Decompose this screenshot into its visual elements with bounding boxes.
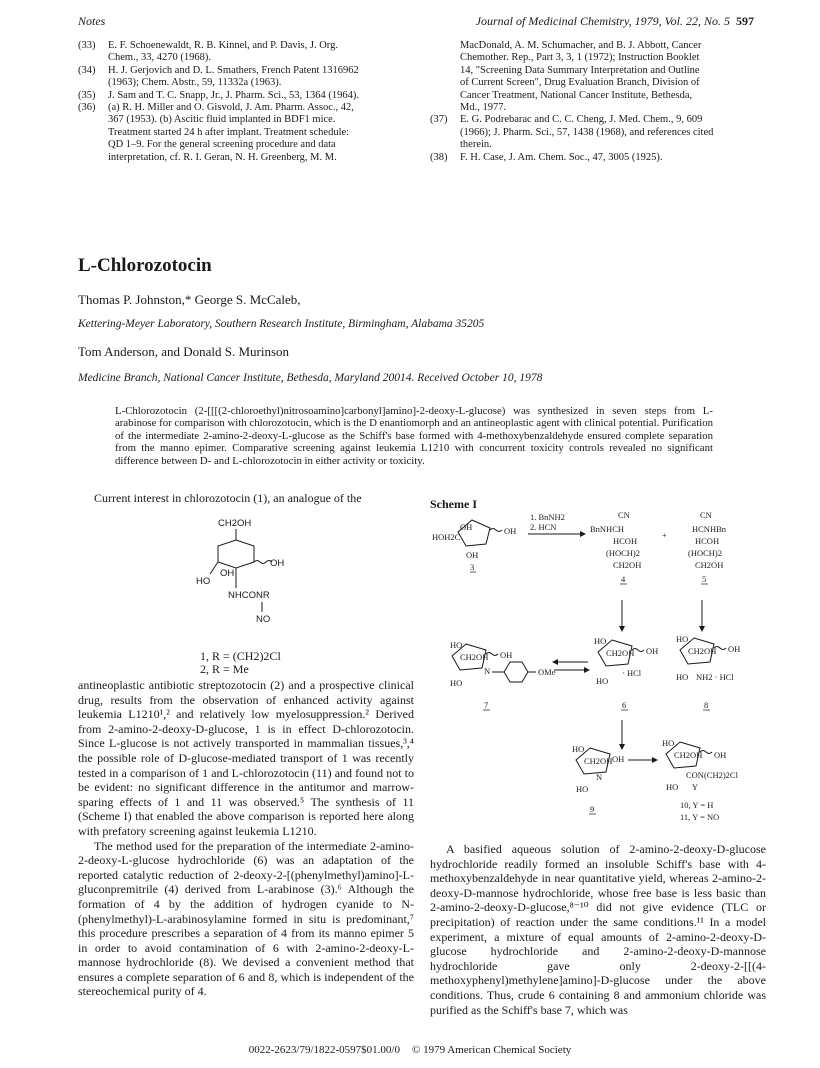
- compound-number: 4: [621, 574, 626, 584]
- reference-item: [430, 152, 760, 164]
- paragraph: The method used for the preparation of the intermediate 2-amino-2-deoxy-L-glucose hydrochloride (6) was an adaptation of the reported catalytic reduction of 2-deoxy-2-[(phenylmethyl)amino]-L-gluconpremitrile (4) derived from L-arabinose (3).⁶ Although the formation of 4 by the addition of hydrogen cyanide to N-(phenylmethyl)-L-arabinosylamine formed in situ is predominant,⁷ this procedure prescribes a separation of 4 from its manno epimer 5 in order to avoid contamination of 6 with 2-amino-2-deoxy-L-mannose hydrochloride (8). We devised a convenient method that ensures a complete separation of 6 and 8, which is independent of the stereochemical purity of 4.: [78, 838, 414, 999]
- svg-text:HO: HO: [676, 672, 689, 682]
- svg-text:CH2OH: CH2OH: [218, 518, 252, 529]
- svg-text:NO: NO: [256, 614, 271, 625]
- svg-text:HO: HO: [666, 782, 679, 792]
- svg-text:HOH2C: HOH2C: [432, 532, 461, 542]
- journal-citation: Journal of Medicinal Chemistry, 1979, Vol. 22, No. 5: [475, 14, 730, 28]
- svg-text:OH: OH: [504, 526, 517, 536]
- svg-text:HCOH: HCOH: [695, 536, 720, 546]
- svg-text:(HOCH)2: (HOCH)2: [688, 548, 722, 558]
- compound-number: 3: [470, 562, 475, 572]
- svg-text:OH: OH: [466, 550, 479, 560]
- running-header-journal: [476, 14, 754, 29]
- svg-text:(HOCH)2: (HOCH)2: [606, 548, 640, 558]
- svg-text:OMe: OMe: [538, 667, 556, 677]
- svg-text:HO: HO: [196, 576, 211, 587]
- svg-text:CH2OH: CH2OH: [584, 756, 613, 766]
- article-code: 0022-2623/79/1822-0597$01.00/0: [248, 1044, 400, 1056]
- compound-number: 5: [702, 574, 707, 584]
- svg-text:HO: HO: [450, 678, 463, 688]
- right-column-body: [430, 842, 766, 1017]
- reference-text: E. F. Schoenewaldt, R. B. Kinnel, and P. Davis, J. Org. Chem., 33, 4270 (1968).: [108, 40, 338, 64]
- running-header-section: Notes: [78, 14, 106, 28]
- scheme-i-diagram: [430, 508, 770, 838]
- article-title: L-Chlorozotocin: [78, 255, 212, 276]
- svg-text:CH2OH: CH2OH: [613, 560, 642, 570]
- svg-text:CON(CH2)2Cl: CON(CH2)2Cl: [686, 770, 738, 780]
- svg-text:11, Y = NO: 11, Y = NO: [680, 812, 720, 822]
- svg-text:CH2OH: CH2OH: [695, 560, 724, 570]
- page-number: 597: [736, 14, 754, 28]
- reference-text: H. J. Gerjovich and D. L. Smathers, French Patent 1316962 (1963); Chem. Abstr., 59, 11332a (1963).: [108, 64, 359, 89]
- affiliation-1: Kettering-Meyer Laboratory, Southern Research Institute, Birmingham, Alabama 35205: [78, 318, 485, 330]
- reference-number: (38): [430, 151, 448, 163]
- svg-text:+: +: [662, 530, 667, 540]
- compound-number: 7: [484, 700, 489, 710]
- left-column-body: [78, 678, 414, 999]
- reference-number: (36): [78, 102, 96, 114]
- paragraph: antineoplastic antibiotic streptozotocin (2) and a prospective clinical drug, results from the observation of enhanced activity against leukemia L1210¹,² and relatively low myelosuppression.² Derived from 2-amino-2-deoxy-D-glucose, 1 is in effect D-chlorozotocin. Since L-glucose is not actively transported in mammalian tissues,³,⁴ the possible role of D-glucose-mediated transport of 1 was recently tested in a comparison of 1 and L-chlorozotocin (11) and found not to be evident: no significant difference in the antitumor and marrow-sparing effects of 1 and 11 was observed.⁵ The synthesis of 11 (Scheme I) that enabled the above comparison is reported here along with prefatory screening against leukemia L1210.: [78, 678, 414, 838]
- reference-number: (35): [78, 89, 96, 101]
- svg-text:HO: HO: [576, 784, 589, 794]
- svg-text:2. HCN: 2. HCN: [530, 522, 557, 532]
- reference-number: [430, 40, 460, 114]
- svg-text:N: N: [596, 772, 603, 782]
- svg-text:BnNHCH: BnNHCH: [590, 524, 625, 534]
- reference-item: [78, 102, 413, 164]
- svg-text:CN: CN: [618, 510, 630, 520]
- svg-text:10, Y = H: 10, Y = H: [680, 800, 714, 810]
- reference-item: [78, 90, 413, 102]
- page-footer: [0, 1044, 820, 1056]
- reference-number: (33): [78, 40, 96, 51]
- svg-text:OH: OH: [728, 644, 741, 654]
- svg-text:OH: OH: [646, 646, 659, 656]
- svg-text:N: N: [484, 666, 491, 676]
- reference-number: (37): [430, 114, 448, 126]
- svg-text:HCOH: HCOH: [613, 536, 638, 546]
- svg-text:· HCl: · HCl: [622, 668, 642, 678]
- reference-text: J. Sam and T. C. Snapp, Jr., J. Pharm. Sci., 53, 1364 (1964).: [108, 89, 360, 101]
- reference-text: (a) R. H. Miller and O. Gisvold, J. Am. Pharm. Assoc., 42, 367 (1953). (b) Ascitic fluid implanted in BDF1 mice. Treatment started 24 h after implant. Treatment schedule: QD 1–9. For the general screening procedure and data interpretation, cf. R. I. Geran, N. H. Greenberg, M. M.: [108, 102, 354, 163]
- svg-text:CH2OH: CH2OH: [606, 648, 635, 658]
- compound-number: 8: [704, 700, 709, 710]
- abstract: L-Chlorozotocin (2-[[[(2-chloroethyl)nitrosoamino]carbonyl]amino]-2-deoxy-L-glucose) was synthesized in seven steps from L-arabinose for comparison with chlorozotocin, which is the D enantiomorph and an antineoplastic agent with clinical potential. Purification of the intermediate 2-amino-2-deoxy-L-glucose as the Schiff's base formed with 4-methoxybenzaldehyde ensured complete separation from the manno epimer. Comparative screening against leukemia L1210 with concurrent toxicity controls revealed no significant difference between D- and L-chlorozotocin in either activity or toxicity.: [115, 405, 713, 467]
- svg-text:OH: OH: [460, 522, 473, 532]
- reference-item: [78, 40, 413, 65]
- svg-text:HO: HO: [594, 636, 607, 646]
- svg-text:HO: HO: [676, 634, 689, 644]
- copyright: © 1979 American Chemical Society: [411, 1044, 572, 1056]
- svg-text:CN: CN: [700, 510, 712, 520]
- reference-text: F. H. Case, J. Am. Chem. Soc., 47, 3005 (1925).: [460, 151, 663, 163]
- reference-item: [430, 40, 760, 114]
- svg-text:HO: HO: [596, 676, 609, 686]
- chlorozotocin-structure: [190, 516, 350, 656]
- svg-text:OH: OH: [612, 754, 625, 764]
- svg-text:1. BnNH2: 1. BnNH2: [530, 512, 565, 522]
- svg-text:NHCONR: NHCONR: [228, 590, 270, 601]
- svg-text:HO: HO: [572, 744, 585, 754]
- reference-item: [78, 65, 413, 90]
- svg-text:OH: OH: [500, 650, 513, 660]
- compound-number: 9: [590, 804, 595, 814]
- reference-text: E. G. Podrebarac and C. C. Cheng, J. Med. Chem., 9, 609 (1966); J. Pharm. Sci., 57, 1438 (1968), and references cited therein.: [460, 114, 714, 151]
- references-right-column: [430, 40, 760, 164]
- reference-item: [430, 114, 760, 151]
- svg-text:Y: Y: [692, 782, 699, 792]
- svg-text:HO: HO: [662, 738, 675, 748]
- reference-text: MacDonald, A. M. Schumacher, and B. J. Abbott, Cancer Chemother. Rep., Part 3, 3, 1 (1972); Instruction Booklet 14, "Screening Data Summary Interpretation and Outline of Current Screen", Drug Evaluation Branch, Division of Cancer Treatment, National Cancer Institute, Bethesda, Md., 1977.: [460, 40, 702, 114]
- author-line-1: Thomas P. Johnston,* George S. McCaleb,: [78, 292, 301, 307]
- scheme-label: Scheme I: [430, 497, 477, 511]
- svg-text:HCNHBn: HCNHBn: [692, 524, 727, 534]
- affiliation-2: Medicine Branch, National Cancer Institute, Bethesda, Maryland 20014. Received October 10, 1978: [78, 372, 543, 384]
- svg-text:CH2OH: CH2OH: [460, 652, 489, 662]
- svg-text:CH2OH: CH2OH: [674, 750, 703, 760]
- svg-text:NH2 · HCl: NH2 · HCl: [696, 672, 734, 682]
- compound-number: 6: [622, 700, 627, 710]
- author-line-2: Tom Anderson, and Donald S. Murinson: [78, 344, 290, 359]
- reference-number: (34): [78, 64, 96, 76]
- svg-text:CH2OH: CH2OH: [688, 646, 717, 656]
- structure-captions: 1, R = (CH2)2Cl 2, R = Me: [200, 649, 281, 676]
- svg-text:OH: OH: [714, 750, 727, 760]
- references-left-column: [78, 40, 413, 164]
- paragraph: A basified aqueous solution of 2-amino-2-deoxy-D-glucose hydrochloride readily formed an insoluble Schiff's base with 4-methoxybenzaldehyde in near quantitative yield, whereas 2-amino-2-deoxy-D-mannose hydrochloride, whose free base is less basic than 2-amino-2-deoxy-D-glucose,⁸⁻¹⁰ did not give evidence (TLC or precipitation) of reaction under the same conditions.¹¹ In a model experiment, a mixture of equal amounts of 2-amino-2-deoxy-D-glucose hydrochloride and 2-amino-2-deoxy-D-mannose hydrochloride gave only 2-deoxy-2-[[(4-methoxyphenyl)methylene]amino]-D-glucose under the above conditions. Thus, crude 6 containing 8 and ammonium chloride was purified as the Schiff's base 7, which was: [430, 842, 766, 1017]
- svg-text:OH: OH: [220, 568, 235, 579]
- svg-text:OH: OH: [270, 558, 285, 569]
- svg-text:HO: HO: [450, 640, 463, 650]
- intro-sentence: Current interest in chlorozotocin (1), an analogue of the: [94, 491, 362, 505]
